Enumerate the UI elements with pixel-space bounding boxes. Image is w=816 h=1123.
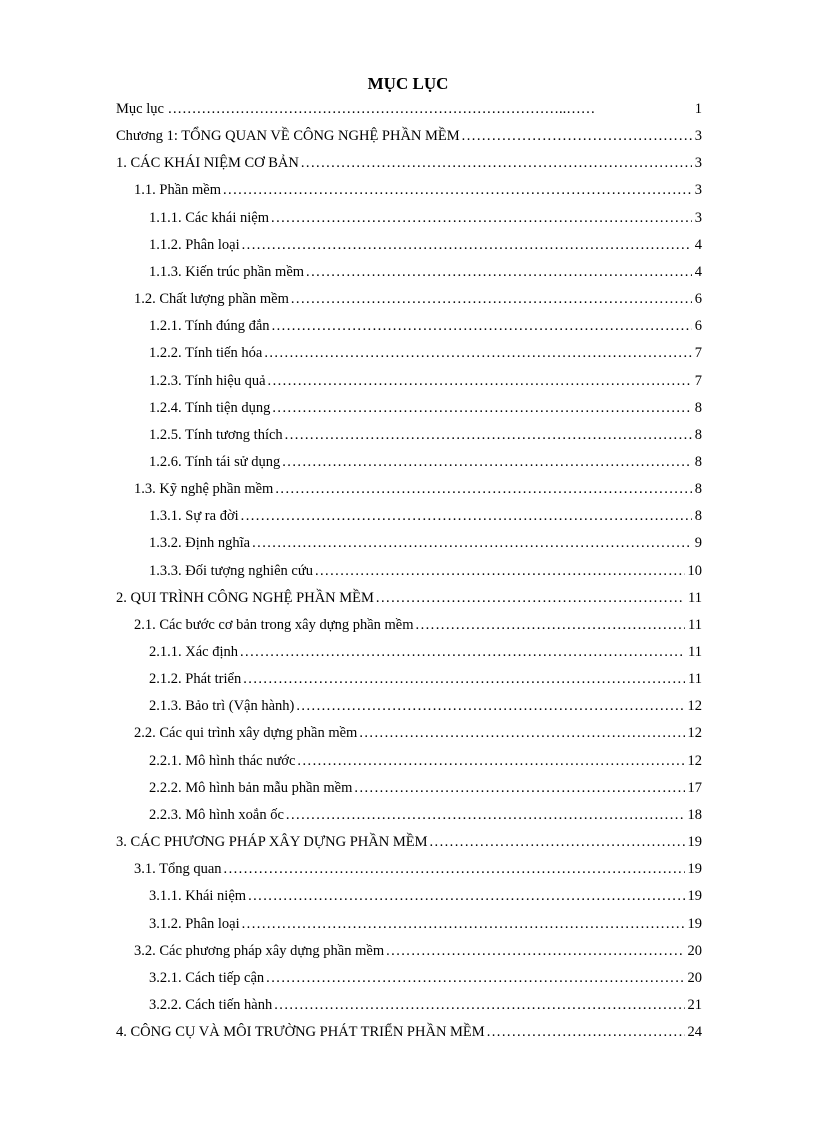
toc-entry-label: 1.2. Chất lượng phần mềm bbox=[134, 291, 289, 308]
dot-leader bbox=[268, 373, 692, 390]
dot-leader bbox=[264, 345, 691, 362]
toc-entry bbox=[149, 508, 702, 528]
toc-entry-label: 1.2.6. Tính tái sử dụng bbox=[149, 453, 281, 470]
dot-leader bbox=[266, 970, 684, 987]
dot-leader bbox=[487, 1024, 685, 1041]
toc-entry-label: 3.1.1. Khái niệm bbox=[149, 888, 247, 905]
toc-entry-page-number: 18 bbox=[687, 806, 702, 823]
toc-entry bbox=[149, 671, 702, 691]
toc-entry bbox=[149, 427, 702, 447]
dot-leader bbox=[282, 454, 692, 471]
dot-leader bbox=[297, 753, 684, 770]
toc-entry bbox=[149, 780, 702, 800]
dot-leader bbox=[301, 155, 692, 172]
dot-leader bbox=[416, 617, 686, 634]
toc-entry-page-number: 8 bbox=[694, 453, 702, 470]
toc-entry-label: 1.3.1. Sự ra đời bbox=[149, 508, 239, 525]
toc-entry-label: 1.2.5. Tính tương thích bbox=[149, 426, 283, 443]
dot-leader bbox=[359, 725, 684, 742]
toc-entry-label: Chương 1: TỔNG QUAN VỀ CÔNG NGHỆ PHẦN MỀM bbox=[116, 128, 460, 145]
dot-leader bbox=[286, 807, 685, 824]
toc-entry-page-number: 7 bbox=[694, 345, 702, 362]
dot-leader bbox=[241, 508, 692, 525]
toc-entry bbox=[149, 237, 702, 257]
toc-entry-label: 1.1.3. Kiến trúc phần mềm bbox=[149, 263, 305, 280]
toc-entry-label: 2.1.3. Bảo trì (Vận hành) bbox=[149, 698, 295, 715]
toc-entry-page-number: 8 bbox=[694, 426, 702, 443]
dot-leader bbox=[429, 834, 684, 851]
toc-entry-label: 1.2.2. Tính tiến hóa bbox=[149, 345, 263, 362]
dot-leader bbox=[240, 644, 685, 661]
toc-entry-label: 1.3.3. Đối tượng nghiên cứu bbox=[149, 562, 313, 579]
toc-entry bbox=[149, 454, 702, 474]
toc-entry-label: 3.2.1. Cách tiếp cận bbox=[149, 969, 265, 986]
toc-entry-label: 1.3. Kỹ nghệ phần mềm bbox=[134, 481, 274, 498]
toc-entry-page-number: 4 bbox=[694, 263, 702, 280]
toc-entry-page-number: 9 bbox=[694, 535, 702, 552]
toc-entry-page-number: 11 bbox=[688, 589, 702, 606]
toc-entry bbox=[116, 101, 702, 121]
toc-entry-page-number: 8 bbox=[694, 481, 702, 498]
toc-entry-page-number: 6 bbox=[694, 291, 702, 308]
dot-leader bbox=[354, 780, 684, 797]
toc-entry-page-number: 19 bbox=[687, 888, 702, 905]
toc-entry bbox=[149, 997, 702, 1017]
toc-entry bbox=[149, 970, 702, 990]
dot-leader bbox=[242, 237, 692, 254]
toc-entry bbox=[149, 345, 702, 365]
toc-entry-page-number: 12 bbox=[687, 725, 702, 742]
toc-entry bbox=[134, 481, 702, 501]
toc-entry bbox=[116, 1024, 702, 1044]
dot-leader bbox=[242, 916, 685, 933]
toc-entry bbox=[134, 861, 702, 881]
toc-entry-page-number: 21 bbox=[687, 996, 702, 1013]
dot-leader bbox=[272, 400, 691, 417]
toc-entry bbox=[149, 644, 702, 664]
toc-entry-page-number: 11 bbox=[688, 616, 702, 633]
toc-entry-page-number: 3 bbox=[694, 155, 702, 172]
toc-entry-label: 1.2.4. Tính tiện dụng bbox=[149, 399, 271, 416]
toc-entry-page-number: 10 bbox=[687, 562, 702, 579]
toc-entry bbox=[134, 291, 702, 311]
dot-leader bbox=[224, 861, 685, 878]
toc-entry-page-number: 19 bbox=[687, 915, 702, 932]
dot-leader bbox=[306, 264, 692, 281]
toc-entry-page-number: 7 bbox=[694, 372, 702, 389]
toc-entry-page-number: 24 bbox=[687, 1024, 702, 1041]
toc-entry bbox=[134, 617, 702, 637]
toc-entry-label: 1.2.1. Tính đúng đắn bbox=[149, 318, 270, 335]
toc-entry-label: 3.2.2. Cách tiến hành bbox=[149, 996, 273, 1013]
dot-leader bbox=[272, 318, 692, 335]
toc-entry-page-number: 11 bbox=[688, 644, 702, 660]
toc-entry-label: 1.2.3. Tính hiệu quả bbox=[149, 372, 266, 389]
toc-entry bbox=[149, 210, 702, 230]
dot-leader bbox=[275, 481, 691, 498]
toc-entry-page-number: 12 bbox=[687, 752, 702, 769]
toc-entry-label: 4. CÔNG CỤ VÀ MÔI TRƯỜNG PHÁT TRIỂN PHẦN MỀM bbox=[116, 1024, 485, 1041]
toc-entry-label: 1.1.2. Phân loại bbox=[149, 236, 240, 253]
toc-entry bbox=[134, 725, 702, 745]
page-title: MỤC LỤC bbox=[367, 74, 449, 93]
toc-entry-label: 2.1.2. Phát triển bbox=[149, 671, 242, 688]
toc-entry bbox=[149, 888, 702, 908]
toc-entry bbox=[149, 807, 702, 827]
dot-leader bbox=[223, 182, 692, 199]
toc-entry bbox=[149, 318, 702, 338]
toc-entry-label: 2.2.3. Mô hình xoắn ốc bbox=[149, 806, 284, 823]
toc-entry bbox=[149, 753, 702, 773]
toc-entry-label: 3. CÁC PHƯƠNG PHÁP XÂY DỰNG PHẦN MỀM bbox=[116, 834, 428, 851]
toc-entry bbox=[134, 943, 702, 963]
toc-entry bbox=[149, 264, 702, 284]
dot-leader bbox=[462, 128, 692, 145]
toc-entry-page-number: 3 bbox=[694, 182, 702, 199]
toc-entry-label: 2.2.1. Mô hình thác nước bbox=[149, 752, 296, 769]
toc-entry-page-number: 8 bbox=[694, 399, 702, 416]
toc-entry-label: 2.2.2. Mô hình bản mẫu phần mềm bbox=[149, 779, 353, 796]
toc-entry-page-number: 19 bbox=[687, 834, 702, 851]
toc-entry bbox=[116, 834, 702, 854]
toc-entry-label: 1.1. Phần mềm bbox=[134, 182, 221, 199]
toc-entry-page-number: 6 bbox=[694, 318, 702, 335]
toc-entry bbox=[149, 698, 702, 718]
toc-entry-page-number: 17 bbox=[687, 779, 702, 796]
toc-entry-page-number: 20 bbox=[687, 969, 702, 986]
toc-entry-label: 1. CÁC KHÁI NIỆM CƠ BẢN bbox=[116, 155, 299, 172]
toc-entry-page-number: 11 bbox=[688, 671, 702, 688]
toc-entry-page-number: 19 bbox=[687, 861, 702, 878]
toc-entry-page-number: 3 bbox=[694, 128, 702, 145]
toc-entry-page-number: 1 bbox=[694, 101, 702, 117]
dot-leader bbox=[296, 698, 684, 715]
toc-entry bbox=[116, 128, 702, 148]
toc-entry bbox=[116, 590, 702, 610]
toc-entry bbox=[116, 155, 702, 175]
toc-entry-page-number: 8 bbox=[694, 508, 702, 525]
dot-leader bbox=[376, 590, 685, 607]
toc-entry-label: 3.1.2. Phân loại bbox=[149, 915, 240, 932]
dot-leader bbox=[274, 997, 684, 1014]
dot-leader bbox=[315, 563, 685, 580]
toc-entry-label: 1.3.2. Định nghĩa bbox=[149, 535, 251, 552]
dot-leader bbox=[243, 671, 685, 688]
toc-entry-label: 2.2. Các qui trình xây dựng phần mềm bbox=[134, 725, 358, 742]
toc-entry-page-number: 20 bbox=[687, 942, 702, 959]
toc-entry-label: 3.1. Tổng quan bbox=[134, 861, 222, 878]
toc-entry bbox=[149, 400, 702, 420]
toc-entry-page-number: 4 bbox=[694, 236, 702, 253]
toc-entry-label: 3.2. Các phương pháp xây dựng phần mềm bbox=[134, 942, 385, 959]
toc-entry bbox=[149, 535, 702, 555]
toc-entry-label: Mục lục ………………………………………………………………………..…… bbox=[116, 101, 596, 117]
dot-leader bbox=[386, 943, 684, 960]
dot-leader bbox=[248, 888, 684, 905]
toc-entry bbox=[149, 373, 702, 393]
toc-entry-page-number: 12 bbox=[687, 698, 702, 715]
dot-leader bbox=[271, 210, 692, 227]
toc-entry-label: 2.1.1. Xác định bbox=[149, 644, 238, 660]
dot-leader bbox=[252, 535, 692, 552]
dot-leader bbox=[291, 291, 692, 308]
toc-entry bbox=[149, 563, 702, 583]
toc-entry bbox=[134, 182, 702, 202]
dot-leader bbox=[285, 427, 692, 444]
toc-entry bbox=[149, 916, 702, 936]
toc-entry-label: 2.1. Các bước cơ bản trong xây dựng phần mềm bbox=[134, 616, 414, 633]
toc-entry-label: 1.1.1. Các khái niệm bbox=[149, 209, 270, 226]
toc-entry-page-number: 3 bbox=[694, 209, 702, 226]
toc-entry-label: 2. QUI TRÌNH CÔNG NGHỆ PHẦN MỀM bbox=[116, 589, 374, 606]
